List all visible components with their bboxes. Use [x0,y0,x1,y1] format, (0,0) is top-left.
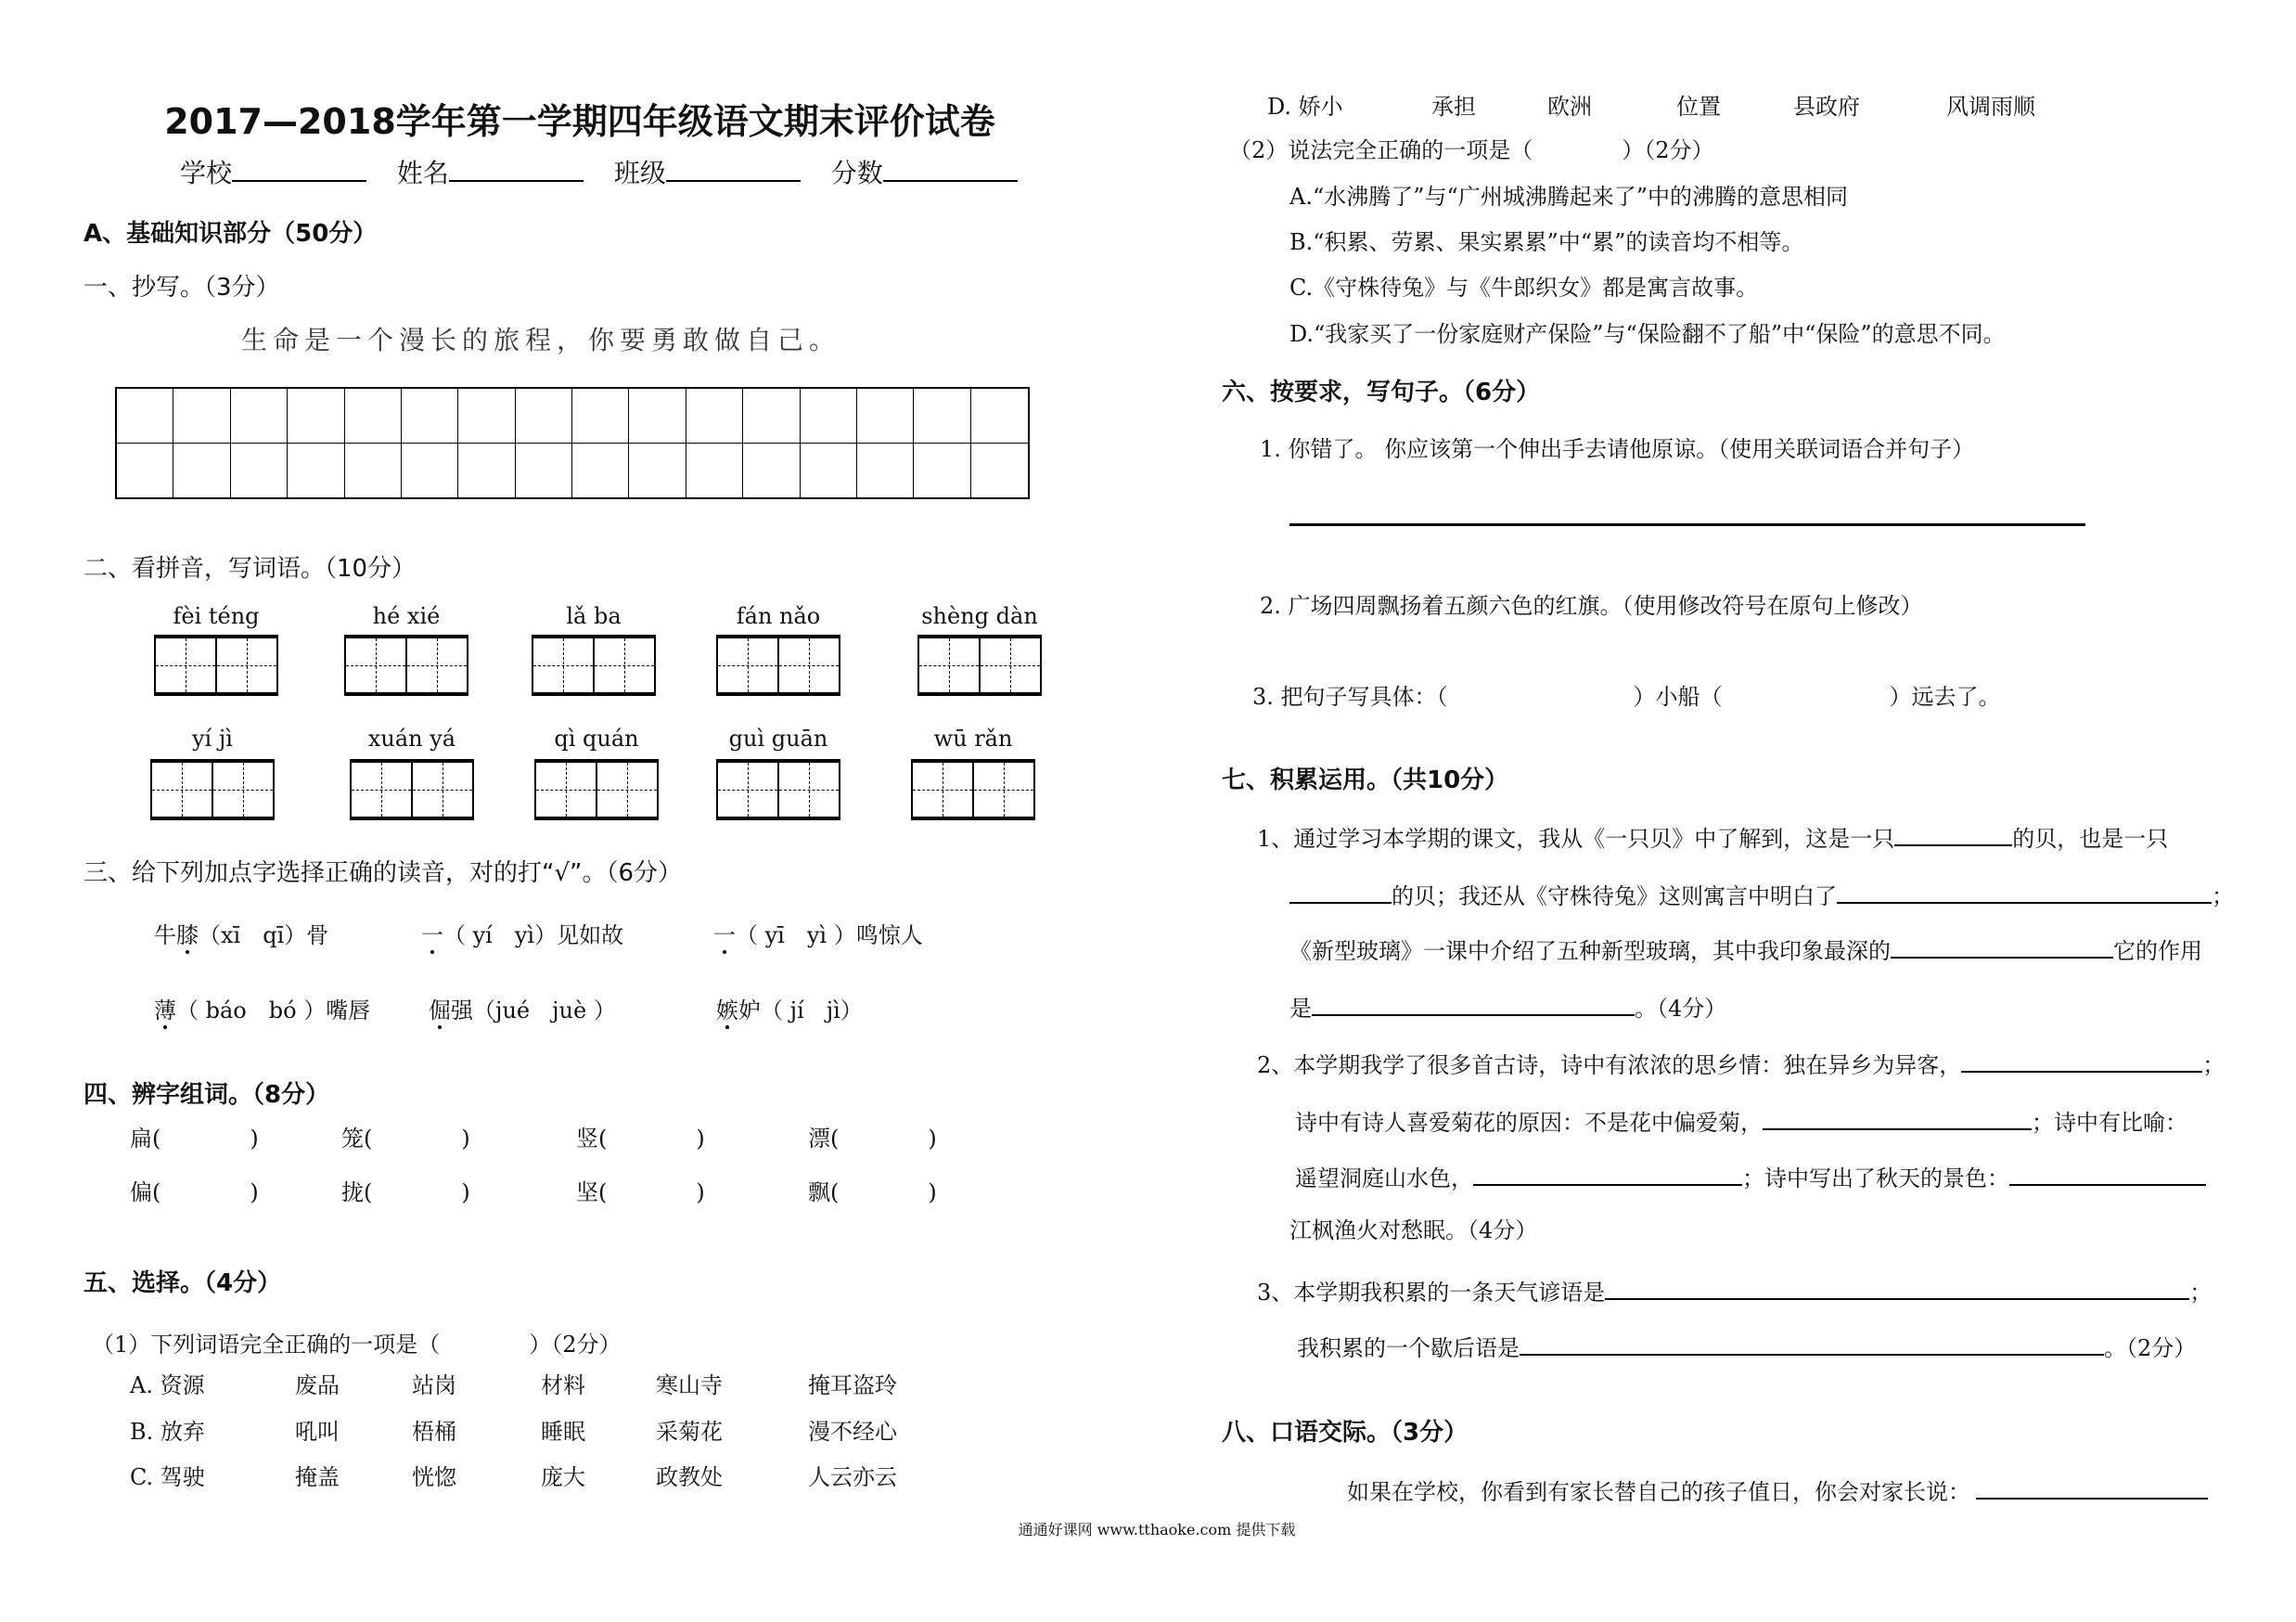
answer-line[interactable] [1289,523,2085,526]
fill-blank[interactable] [1473,1162,1742,1186]
dotted-char: 倔 [429,998,451,1023]
fill-blank[interactable] [1289,880,1392,904]
pinyin-label: qì quán [554,726,639,752]
dotted-char: 膝 [176,922,199,948]
dotted-char: 一 [421,922,443,948]
option-word: 承担 [1431,94,1476,120]
grid-cell[interactable] [345,444,402,498]
fill-blank[interactable] [1520,1332,2104,1356]
text: 江枫渔火对愁眠。（4分） [1289,1217,1538,1243]
grid-cell[interactable] [971,444,1028,498]
score-field[interactable] [883,158,1018,182]
class-label: 班级 [613,158,666,188]
dotted-char: 嫉 [716,998,738,1023]
pinyin-label: lǎ ba [566,603,622,629]
pronunciation-item[interactable] [421,921,623,949]
grid-cell[interactable] [743,389,800,444]
grid-cell[interactable] [173,444,230,498]
option-label-word[interactable]: A. 资源 [130,1372,205,1398]
tianzige-box[interactable] [716,635,840,696]
fill-blank[interactable] [1605,1276,2189,1300]
text: 它的作用 [2113,938,2202,964]
option-word: 材料 [541,1372,585,1398]
grid-cell[interactable] [458,389,515,444]
pinyin-label: shèng dàn [921,603,1038,629]
pinyin-label: hé xié [372,603,441,629]
option-word: 寒山寺 [656,1372,723,1398]
grid-cell[interactable] [516,444,572,498]
tianzige-box[interactable] [917,635,1042,696]
pinyin-label: guì guān [728,726,828,752]
pronunciation-item[interactable] [429,997,616,1024]
section-1-heading: 一、抄写。（3分） [83,274,280,302]
section-6-heading: 六、按要求，写句子。（6分） [1222,379,1541,406]
item-options: （xī qī）骨 [199,922,329,948]
text: 。（4分） [1635,996,1727,1022]
section-3-heading: 三、给下列加点字选择正确的读音，对的打“√”。（6分） [83,859,683,887]
grid-cell[interactable] [857,444,914,498]
option-word: 欧洲 [1547,94,1592,120]
section-5-heading: 五、选择。（4分） [83,1269,282,1297]
grid-cell[interactable] [971,389,1028,444]
pinyin-label: yí jì [192,726,233,752]
text: ； [2189,1280,2213,1306]
option-word: 采菊花 [656,1419,723,1445]
tianzige-box[interactable] [716,759,840,820]
pronunciation-item[interactable] [713,921,923,949]
text: 遥望洞庭山水色， [1295,1165,1473,1191]
task-text: ）小船（ [1633,684,1723,710]
q2-option-d[interactable]: D.“我家买了一份家庭财产保险”与“保险翻不了船”中“保险”的意思不同。 [1289,321,2006,347]
text: 。（2分） [2104,1335,2197,1361]
grid-cell[interactable] [801,389,857,444]
grid-cell[interactable] [629,444,686,498]
exam-title: 2017—2018学年第一学期四年级语文期末评价试卷 [164,101,995,142]
item-options: （ yī yì ）鸣惊人 [736,922,923,948]
text: 我积累的一个歇后语是 [1297,1335,1520,1361]
text: 2、本学期我学了很多首古诗，诗中有浓浓的思乡情：独在异乡为异客， [1257,1052,1962,1078]
q2-option-a[interactable]: A.“水沸腾了”与“广州城沸腾起来了”中的沸腾的意思相同 [1289,184,1849,210]
choice-question-2: （2）说法完全正确的一项是（ ）（2分） [1229,137,1714,163]
copy-writing-grid[interactable] [115,387,1030,499]
option-word: 睡眠 [541,1419,585,1445]
text: 1、通过学习本学期的课文，我从《一只贝》中了解到，这是一只 [1257,826,1895,852]
grid-cell[interactable] [801,444,857,498]
tianzige-box[interactable] [532,635,656,696]
grid-cell[interactable] [402,389,458,444]
tianzige-box[interactable] [350,759,474,820]
section-2-heading: 二、看拼音，写词语。（10分） [83,555,417,583]
grid-cell[interactable] [117,389,173,444]
grid-cell[interactable] [458,444,515,498]
pinyin-label: wū rǎn [933,726,1013,752]
text: ；诗中有比喻： [2032,1110,2187,1136]
option-word: 吼叫 [295,1419,340,1445]
fill-blank[interactable] [2009,1162,2206,1186]
fill-blank[interactable] [1837,880,2212,904]
option-word: 庞大 [541,1464,585,1490]
copy-sentence: 生命是一个漫长的旅程，你要勇敢做自己。 [241,325,841,355]
tianzige-box[interactable] [344,635,468,696]
pronunciation-item[interactable] [154,997,370,1024]
pinyin-label: fèi téng [173,603,260,629]
fill-blank[interactable] [1976,1475,2208,1500]
option-label-word[interactable]: D. 娇小 [1267,94,1343,120]
grid-cell[interactable] [572,389,629,444]
grid-cell[interactable] [288,389,344,444]
fill-blank[interactable] [1763,1106,2032,1130]
fill-blank[interactable] [1891,934,2113,959]
item-options: 妒（ jí jì） [738,998,863,1023]
sentence-task-2: 2. 广场四周飘扬着五颜六色的红旗。（使用修改符号在原句上修改） [1260,593,1923,619]
section-4-heading: 四、辨字组词。（8分） [83,1081,330,1109]
grid-cell[interactable] [345,389,402,444]
text: ； [2212,883,2234,909]
option-word: 梧桶 [412,1419,456,1445]
word-group-item[interactable]: 笼( ) [341,1126,470,1152]
word-group-item[interactable]: 飘( ) [808,1179,937,1205]
option-word: 恍惚 [412,1464,456,1490]
sentence-task-1: 1. 你错了。 你应该第一个伸出手去请他原谅。（使用关联词语合并句子） [1260,436,1975,462]
dotted-char: 一 [713,922,736,948]
word-group-item[interactable]: 竖( ) [576,1126,705,1152]
item-options: （ yí yì）见如故 [443,922,624,948]
q2-option-c[interactable]: C.《守株待兔》与《牛郎织女》都是寓言故事。 [1289,275,1759,301]
fill-blank[interactable] [1894,822,2012,846]
grid-cell[interactable] [402,444,458,498]
q2-option-b[interactable]: B.“积累、劳累、果实累累”中“累”的读音均不相等。 [1289,229,1804,255]
oral-prompt: 如果在学校，你看到有家长替自己的孩子值日，你会对家长说： [1347,1479,1970,1505]
grid-cell[interactable] [288,444,344,498]
section-7-heading: 七、积累运用。（共10分） [1222,766,1509,794]
option-label-word[interactable]: B. 放弃 [130,1419,205,1445]
option-word: 掩盖 [295,1464,340,1490]
grid-cell[interactable] [117,444,173,498]
text: 3、本学期我积累的一条天气谚语是 [1257,1280,1606,1306]
name-label: 姓名 [396,158,449,188]
tianzige-box[interactable] [150,759,275,820]
fill-blank[interactable] [1312,992,1635,1016]
item-options: 强（jué juè ） [451,998,616,1023]
part-a-heading: A、基础知识部分（50分） [83,220,378,248]
task-text: 3. 把句子写具体：（ [1252,684,1448,710]
text: 是 [1289,996,1312,1022]
option-label-word[interactable]: C. 驾驶 [130,1464,205,1490]
tianzige-box[interactable] [154,635,278,696]
section-8-heading: 八、口语交际。（3分） [1222,1419,1469,1447]
grid-cell[interactable] [686,389,743,444]
item-text: 牛 [154,922,176,948]
pronunciation-item[interactable] [154,921,328,949]
task-text: ）远去了。 [1889,684,2001,710]
footer-source: 通通好课网 www.tthaoke.com 提供下载 [1018,1521,1296,1538]
text: 的贝，也是一只 [2012,826,2169,852]
grid-cell[interactable] [914,389,970,444]
grid-cell[interactable] [686,444,743,498]
word-group-item[interactable]: 坚( ) [576,1179,705,1205]
grid-cell[interactable] [173,389,230,444]
option-word: 人云亦云 [808,1464,897,1490]
name-field[interactable] [449,158,584,182]
score-label: 分数 [830,158,883,188]
fill-blank[interactable] [1961,1049,2202,1073]
pronunciation-item[interactable] [716,997,863,1024]
item-options: （ báo bó ）嘴唇 [176,998,371,1023]
option-word: 废品 [295,1372,340,1398]
tianzige-box[interactable] [911,759,1035,820]
word-group-item[interactable]: 偏( ) [130,1179,259,1205]
sentence-task-3[interactable] [1252,683,2001,711]
grid-cell[interactable] [914,444,970,498]
word-group-item[interactable]: 扁( ) [130,1126,259,1152]
school-label: 学校 [180,158,233,188]
text: ； [2202,1052,2225,1078]
text: 《新型玻璃》一课中介绍了五种新型玻璃，其中我印象最深的 [1289,938,1891,964]
option-word: 县政府 [1793,94,1860,120]
dotted-char: 薄 [154,998,176,1023]
word-group-item[interactable]: 拢( ) [341,1179,470,1205]
grid-cell[interactable] [572,444,629,498]
grid-cell[interactable] [857,389,914,444]
text: ；诗中写出了秋天的景色： [1742,1165,2009,1191]
option-word: 位置 [1676,94,1721,120]
tianzige-box[interactable] [534,759,659,820]
grid-cell[interactable] [231,389,288,444]
option-word: 掩耳盗玲 [808,1372,897,1398]
grid-cell[interactable] [629,389,686,444]
option-word: 政教处 [656,1464,723,1490]
grid-cell[interactable] [516,389,572,444]
text: 诗中有诗人喜爱菊花的原因：不是花中偏爱菊， [1295,1110,1763,1136]
text: 的贝；我还从《守株待兔》这则寓言中明白了 [1392,883,1837,909]
grid-cell[interactable] [743,444,800,498]
pinyin-label: xuán yá [367,726,456,752]
class-field[interactable] [666,158,801,182]
choice-question-1: （1）下列词语完全正确的一项是（ ）（2分） [92,1332,622,1358]
word-group-item[interactable]: 漂( ) [808,1126,937,1152]
option-word: 站岗 [412,1372,456,1398]
pinyin-label: fán nǎo [736,603,821,629]
option-word: 漫不经心 [808,1419,897,1445]
school-field[interactable] [232,158,366,182]
grid-cell[interactable] [231,444,288,498]
info-row [180,158,1018,187]
option-word: 风调雨顺 [1946,94,2035,120]
